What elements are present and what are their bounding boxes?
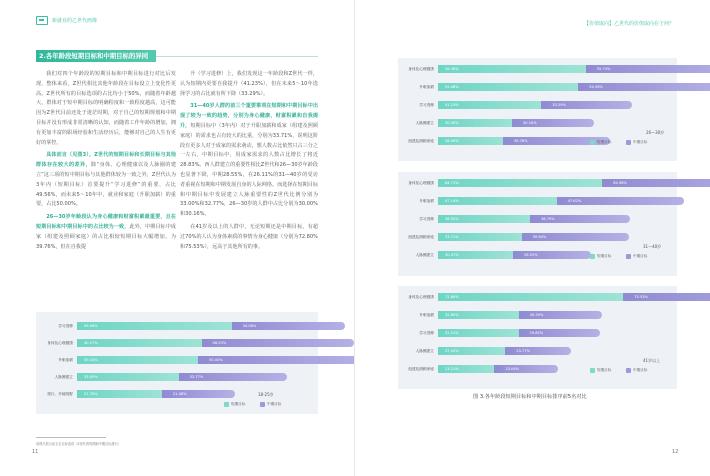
- bar-mid-term: 75.53%: [623, 293, 710, 301]
- age-group-label: 41岁以上: [643, 358, 661, 363]
- category-label: 升职加薪: [419, 313, 434, 317]
- highlight-text: 具体而言（见图3），Z世代的短期目标和长期目标与其他群体存在较大的差异，: [36, 152, 176, 169]
- bar-short-term: 30.00%: [438, 119, 516, 127]
- bar-short-term: 72.80%: [438, 293, 627, 301]
- bar-short-term: 39.10%: [77, 356, 202, 364]
- bar-mid-term: 23.77%: [505, 347, 571, 355]
- category-label: 组建及照顾家庭: [408, 367, 434, 371]
- bar-short-term: 23.21%: [438, 365, 498, 373]
- bar-short-term: 30.37%: [438, 251, 517, 259]
- bar-mid-term: 34.08%: [232, 322, 345, 330]
- book-spine: [354, 0, 355, 476]
- body-paragraph: [36, 70, 176, 148]
- legend-label: 短期目标: [231, 402, 246, 406]
- category-label: 学习进修: [419, 331, 434, 335]
- legend-short-term: [590, 254, 611, 259]
- paragraph-text: 除“身体、心理健康以及人脉圈的建立”这三项的短中期目标与其他群体较为一致之外，Z世代认为3年内（短期目标）首要提升“学习进修”的重要，占比49.56%，而未来5～10年中，就业和家庭（升职加薪）的重要，占比50.00%。: [36, 162, 176, 208]
- category-label: 学习进修: [419, 103, 434, 107]
- legend-label: 短期目标: [597, 368, 612, 372]
- bar-mid-term: 32.77%: [179, 373, 288, 381]
- legend-short-term: [224, 402, 245, 407]
- header-left: [36, 16, 97, 25]
- age-group-label: 31—40岁: [643, 244, 662, 249]
- legend-short-term: [590, 140, 611, 145]
- page-number-right: 12: [672, 449, 679, 455]
- legend-mid-term: [626, 368, 647, 373]
- category-label: 升职加薪: [58, 358, 73, 362]
- highlight-text: 31—40岁人群的前三个重要事项在短期和中期目标中出现了较为一致的趋势，分别为身心健康、财富积累和自我提升，: [180, 103, 318, 129]
- legend-swatch-teal: [224, 402, 229, 407]
- bar-mid-term: 47.62%: [557, 197, 685, 205]
- category-label: 人脉圈建立: [415, 253, 434, 257]
- chart-41-plus: [398, 286, 677, 389]
- category-label: 旅行、开阔视野: [47, 392, 73, 396]
- bar-short-term: 26.49%: [438, 137, 507, 145]
- bar-mid-term: 39.60%: [522, 233, 629, 241]
- bar-mid-term: 30.16%: [512, 119, 594, 127]
- right-page: [355, 0, 710, 476]
- bar-short-term: 55.48%: [438, 83, 582, 91]
- legend-swatch-purple: [626, 140, 631, 145]
- legend-label: 短期目标: [597, 140, 612, 144]
- bar-short-term: 33.71%: [438, 233, 526, 241]
- bar-mid-term: 23.04%: [494, 365, 558, 373]
- category-label: 人脉圈建立: [415, 349, 434, 353]
- bar-short-term: 49.56%: [77, 322, 236, 330]
- legend-label: 中期目标: [633, 140, 648, 144]
- bar-short-term: 27.43%: [438, 347, 509, 355]
- bar-mid-term: 33.29%: [541, 101, 632, 109]
- category-label: 组建及照顾家庭: [408, 139, 434, 143]
- book-logo-icon: [36, 16, 48, 25]
- legend-label: 中期目标: [633, 254, 648, 258]
- bar-mid-term: 39.76%: [503, 137, 610, 145]
- legend-mid-term: [626, 140, 647, 145]
- bar-short-term: 64.71%: [438, 179, 606, 187]
- bar-mid-term: 55.74%: [586, 65, 710, 73]
- legend-label: 中期目标: [267, 402, 282, 406]
- footnote: 该图只展示前五名目标选项（Z世代的短期和中期目标排行）: [36, 442, 122, 446]
- category-label: 升职加薪: [419, 199, 434, 203]
- category-label: 学习进修: [419, 217, 434, 221]
- bar-short-term: 41.23%: [438, 101, 545, 109]
- category-label: 身体及心理健康: [408, 181, 434, 185]
- footnote-rule: [36, 437, 106, 438]
- bar-mid-term: 46.53%: [202, 339, 355, 347]
- header-left-title: 新就业的乙世代画像: [52, 18, 98, 24]
- bar-short-term: 32.51%: [438, 329, 523, 337]
- bar-short-term: 32.60%: [438, 311, 523, 319]
- legend-mid-term: [626, 254, 647, 259]
- legend-swatch-purple: [260, 402, 265, 407]
- header-right-title: 【价值取向】乙世代的价值取向在于何？: [583, 21, 674, 27]
- bar-mid-term: 50.00%: [198, 356, 362, 364]
- section-title: 2.各年龄段短期目标和中期目标的异同: [36, 50, 156, 62]
- bar-short-term: 36.92%: [438, 215, 534, 223]
- bar-mid-term: 28.55%: [513, 251, 591, 259]
- bar-mid-term: 30.50%: [519, 311, 602, 319]
- category-label: 学习进修: [58, 324, 73, 328]
- bar-short-term: 33.00%: [77, 373, 183, 381]
- paragraph-text: 在41岁及以上的人群中，无论短期还是中期目标，有超过70%的人认为身体素质的事情为身心健康（分别为72.80%和75.53%），远高于其他所有的事。: [180, 223, 318, 250]
- bar-mid-term: 36.79%: [530, 215, 630, 223]
- body-column-1: [36, 70, 176, 255]
- bar-short-term: 58.36%: [438, 65, 590, 73]
- bar-mid-term: 29.82%: [519, 329, 601, 337]
- category-label: 人脉圈建立: [54, 375, 73, 379]
- legend-swatch-teal: [590, 254, 595, 259]
- legend-swatch-purple: [626, 254, 631, 259]
- figure-caption: 图 3.各年龄段短期目标和中期目标排序前5名对比: [473, 394, 587, 400]
- section-divider: [156, 56, 318, 57]
- category-label: 升职加薪: [419, 85, 434, 89]
- age-group-label: 18-25岁: [258, 392, 274, 397]
- body-paragraph: [180, 223, 318, 252]
- bar-short-term: 40.17%: [77, 339, 206, 347]
- bar-short-term: 27.78%: [77, 390, 166, 398]
- legend-short-term: [590, 368, 611, 373]
- chart-31-40: [398, 172, 677, 276]
- body-column-2: [180, 70, 318, 255]
- category-label: 人脉圈建立: [415, 121, 434, 125]
- body-paragraph: [180, 70, 318, 99]
- category-label: 身体及心理健康: [408, 67, 434, 71]
- body-paragraph: [36, 213, 176, 252]
- legend-label: 中期目标: [633, 368, 648, 372]
- paragraph-text: 我们对四个年龄段的短期目标和中期目标进行对比后发现，整体来看，Z世代相比其他年龄段在目标设立上变化性更高。Z世代所有的目标选项的占比均小于50%，而随着年龄越大，群体对于短中期目标的明确程度和一致程度越高，这可能因为Z世代目前还处于迷茫时期，对于自己的短期规划和中期目标并没有形成非常清晰的认知，而随着工作年龄的增加，拥有更加丰富的职场经验和生活经历后，能够对自己的人生有更好的掌控。: [36, 71, 176, 146]
- paragraph-text: 升（学习进修）上，我们发现这一年龄段和Z世代一样，认为短期内更要自我提升（41.23%），但在未来5～10年选择学习的占比就有所下降（33.29%）。: [180, 71, 318, 97]
- chart-26-30: [398, 58, 677, 161]
- highlight-text: 26—30岁年龄段认为身心健康和财富积累最重要，且在短期目标和中期目标中的占比较为一致，: [36, 214, 176, 230]
- paragraph-text: 此外，中期目标中成家（组建及照顾家庭）的占比相较短期目标大幅增加，为39.76%，但在自我提: [36, 223, 176, 250]
- category-label: 身体及心理健康: [408, 295, 434, 299]
- page-number-left: 11: [32, 449, 39, 455]
- bar-mid-term: 21.48%: [162, 390, 235, 398]
- category-label: 组建及照顾家庭: [408, 235, 434, 239]
- bar-mid-term: 64.98%: [602, 179, 710, 187]
- bar-mid-term: 54.56%: [578, 83, 710, 91]
- category-label: 身体及心理健康: [47, 341, 73, 345]
- body-paragraph: [36, 151, 176, 210]
- legend-swatch-teal: [590, 140, 595, 145]
- chart-18-25: [36, 312, 318, 414]
- legend-swatch-purple: [626, 368, 631, 373]
- body-paragraph: [180, 102, 318, 220]
- age-group-label: 26—30岁: [646, 130, 665, 135]
- bar-short-term: 47.14%: [438, 197, 561, 205]
- legend-swatch-teal: [590, 368, 595, 373]
- paragraph-text: 短期目标中（3年内）对于升职加薪和成家（组建及照顾家庭）的需求也占有较大的比重，分别为33.71%，说明这阶段有更多人对于成家的需求萌动，想人数占比依然只占三分之一左右，中期目标中，用成家需求的人数占比增长了将近28.83%。西人群建立的重要性相比Z世代和26—30岁年龄段也显著下降，中期28.55%，在26.11%的31—40岁的受访者重视在短期和中期发展自身的人际网络。而选择在短期目标和中期目标中发展建立人脉重要性的Z世代比例分别为33.00%和32.77%，26—30岁的人群中占比分别为30.00%和30.16%。: [180, 122, 318, 218]
- legend-mid-term: [260, 402, 281, 407]
- legend-label: 短期目标: [597, 254, 612, 258]
